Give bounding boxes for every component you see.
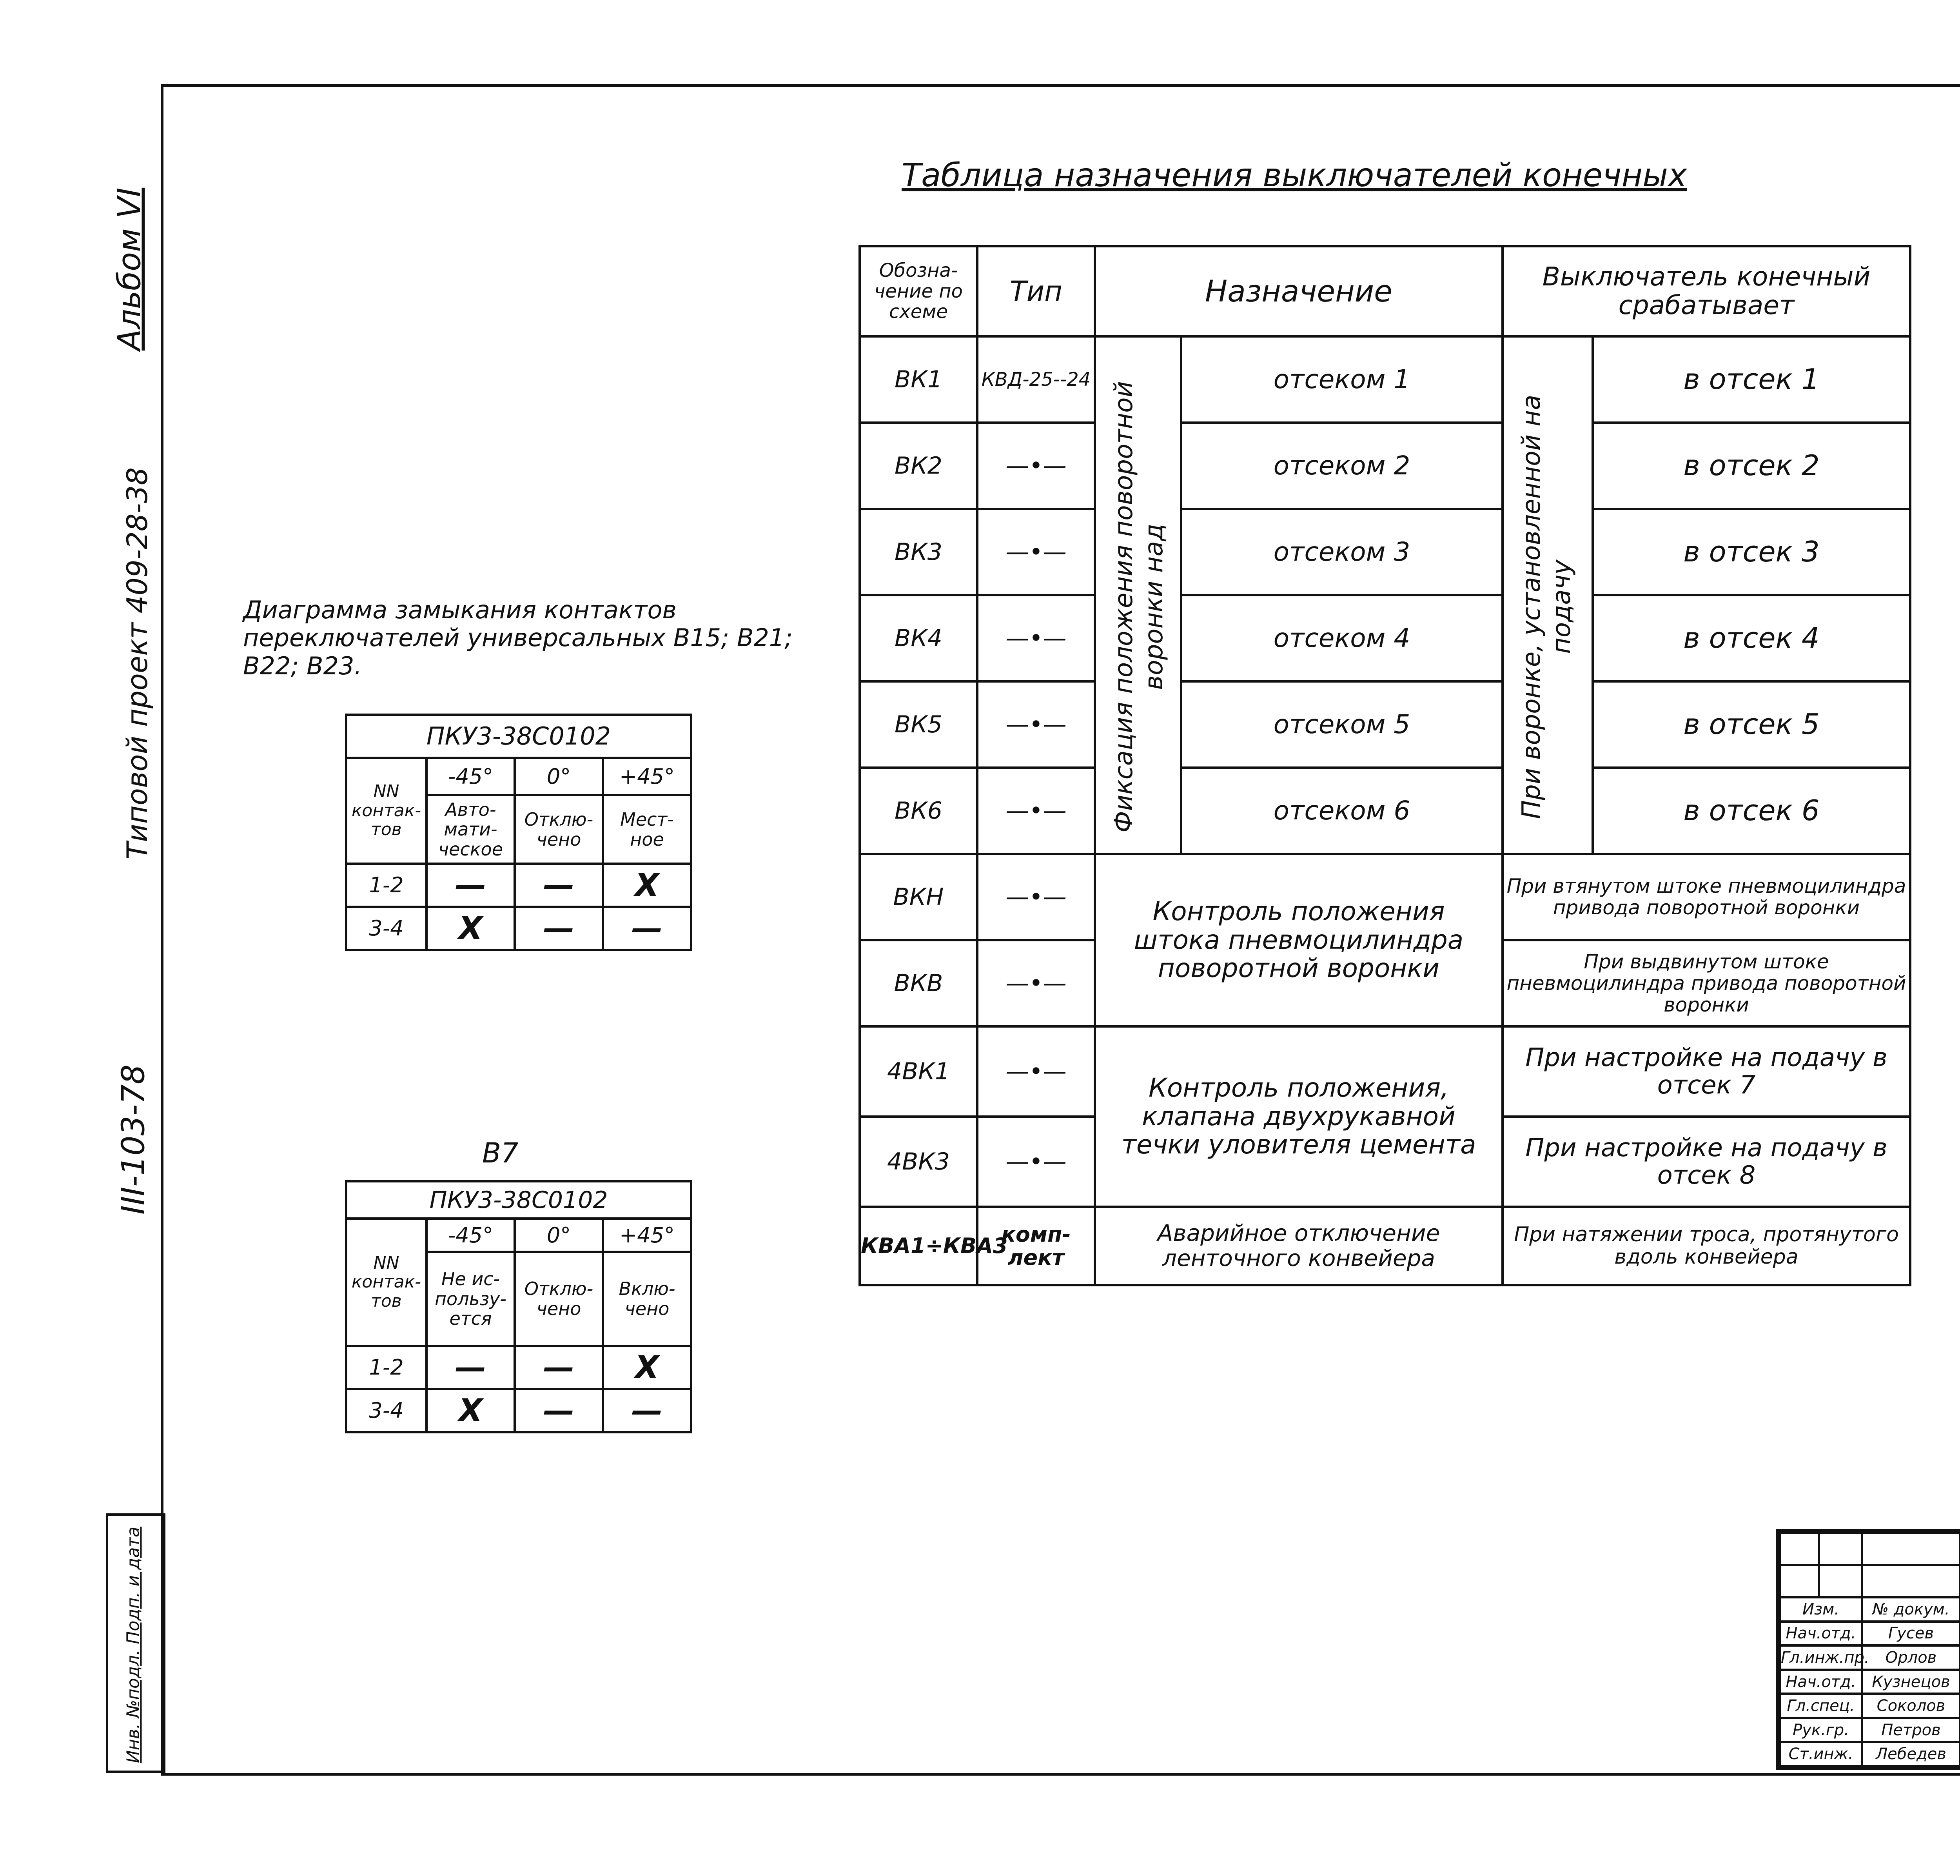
contact-state: —	[515, 1346, 603, 1389]
switch-table-2	[345, 1180, 692, 1433]
row-purpose: отсеком 2	[1181, 423, 1503, 509]
row-type: —•—	[977, 768, 1095, 854]
project-label: Типовой проект 409-28-38	[121, 467, 154, 860]
row-designation: ВК3	[860, 509, 977, 595]
purpose-group-cell	[1095, 336, 1181, 854]
contact-state: X	[426, 907, 515, 950]
row-trigger: При втянутом штоке пневмоцилиндра привода поворотной воронки	[1503, 854, 1910, 940]
table-row	[346, 907, 691, 950]
signature-grid	[1779, 1532, 1960, 1767]
mode-unused: Не ис-пользу-ется	[426, 1252, 515, 1346]
row-type: —•—	[977, 854, 1095, 940]
angle-plus45: +45°	[603, 758, 691, 795]
purpose-group-vertical: Фиксация положения поворотной воронки над	[1109, 381, 1169, 833]
contact-state: X	[603, 1346, 691, 1389]
name-label: Петров	[1862, 1718, 1960, 1742]
table-row	[860, 854, 1910, 940]
title-block	[1776, 1529, 1960, 1770]
row-trigger: При настройке на подачу в отсек 7	[1503, 1026, 1910, 1117]
row-type: —•—	[977, 1026, 1095, 1117]
row-type: —•—	[977, 681, 1095, 768]
role-label: Нач.отд.	[1780, 1670, 1862, 1694]
row-trigger: в отсек 1	[1593, 336, 1910, 423]
row-designation: ВК4	[860, 595, 977, 681]
row-purpose: отсеком 4	[1181, 595, 1503, 681]
contact-state: —	[515, 907, 603, 950]
name-label: Соколов	[1862, 1694, 1960, 1718]
mode-auto: Авто-мати-ческое	[426, 795, 515, 864]
row-trigger: в отсек 3	[1593, 509, 1910, 595]
table-row	[860, 768, 1910, 854]
role-label: Гл.спец.	[1780, 1694, 1862, 1718]
row-purpose: Аварийное отключение ленточного конвейера	[1095, 1207, 1503, 1285]
contact-state: —	[426, 864, 515, 907]
album-label: Альбом VI	[111, 187, 148, 351]
row-type: комп-лект	[977, 1207, 1095, 1285]
row-purpose: отсеком 5	[1181, 681, 1503, 768]
angle-minus45: -45°	[426, 1219, 515, 1252]
role-label: Нач.отд.	[1780, 1622, 1862, 1646]
row-type: —•—	[977, 423, 1095, 509]
contact-state: —	[515, 1389, 603, 1432]
name-label: Орлов	[1862, 1645, 1960, 1670]
row-trigger: в отсек 6	[1593, 768, 1910, 854]
mode-on: Вклю-чено	[603, 1252, 691, 1346]
table-row	[860, 509, 1910, 595]
row-type: КВД-25--24	[977, 336, 1095, 423]
row-type: —•—	[977, 509, 1095, 595]
contact-state: X	[603, 864, 691, 907]
contacts-label: NN контак-тов	[346, 1219, 426, 1346]
contact-pair: 1-2	[346, 864, 426, 907]
table-row	[346, 1346, 691, 1389]
contact-state: —	[515, 864, 603, 907]
row-designation: ВК1	[860, 336, 977, 423]
row-trigger: в отсек 2	[1593, 423, 1910, 509]
contacts-label: NN контак-тов	[346, 758, 426, 864]
row-trigger: в отсек 4	[1593, 595, 1910, 681]
table-row	[346, 864, 691, 907]
row-designation: 4ВК3	[860, 1117, 977, 1207]
header-trigger: Выключатель конечный срабатывает	[1503, 246, 1910, 336]
row-designation: ВКН	[860, 854, 977, 940]
contact-pair: 3-4	[346, 907, 426, 950]
name-label: Кузнецов	[1862, 1670, 1960, 1694]
row-type: —•—	[977, 595, 1095, 681]
mode-off: Отклю-чено	[515, 1252, 603, 1346]
table-row	[860, 681, 1910, 768]
angle-0: 0°	[515, 1219, 603, 1252]
limit-switch-table	[858, 245, 1911, 1286]
role-label: Гл.инж.пр.	[1780, 1645, 1862, 1670]
contact-state: X	[426, 1389, 515, 1432]
row-purpose: отсеком 3	[1181, 509, 1503, 595]
switch-table-1	[345, 714, 692, 951]
row-trigger: в отсек 5	[1593, 681, 1910, 768]
table-row	[860, 336, 1910, 423]
row-trigger: При натяжении троса, протянутого вдоль конвейера	[1503, 1207, 1910, 1285]
contact-pair: 1-2	[346, 1346, 426, 1389]
trigger-group-cell	[1503, 336, 1593, 854]
main-table-title: Таблица назначения выключателей конечных	[902, 157, 1687, 194]
code-label: III-103-78	[115, 1064, 152, 1215]
header-purpose: Назначение	[1095, 246, 1503, 336]
contact-state: —	[603, 907, 691, 950]
contact-pair: 3-4	[346, 1389, 426, 1432]
pneumo-purpose: Контроль положения штока пневмоцилиндра поворотной воронки	[1095, 854, 1503, 1026]
diagram-caption: Диаграмма замыкания контактов переключателей универсальных В15; В21; В22; В23.	[243, 596, 793, 680]
header-type: Тип	[977, 246, 1095, 336]
row-designation: ВК2	[860, 423, 977, 509]
row-designation: КВА1÷КВА3	[860, 1207, 977, 1285]
role-label: Ст.инж.	[1780, 1742, 1862, 1766]
contact-state: —	[603, 1389, 691, 1432]
mode-off: Отклю-чено	[515, 795, 603, 864]
row-type: —•—	[977, 1117, 1095, 1207]
angle-minus45: -45°	[426, 758, 515, 795]
switch-table-2-label: В7	[482, 1137, 519, 1169]
row-designation: ВК6	[860, 768, 977, 854]
name-label: Лебедев	[1862, 1742, 1960, 1766]
row-designation: ВК5	[860, 681, 977, 768]
row-type: —•—	[977, 940, 1095, 1026]
role-label: Рук.гр.	[1780, 1718, 1862, 1742]
table-row	[860, 1207, 1910, 1285]
valve-purpose: Контроль положения, клапана двухрукавной течки уловителя цемента	[1095, 1026, 1503, 1207]
mode-local: Мест-ное	[603, 795, 691, 864]
table-row	[346, 1389, 691, 1432]
row-trigger: При настройке на подачу в отсек 8	[1503, 1117, 1910, 1207]
role-label: Изм.	[1780, 1597, 1862, 1622]
switch-model: ПКУ3-38С0102	[346, 1181, 691, 1219]
switch-model: ПКУ3-38С0102	[346, 715, 691, 758]
header-designation: Обозна-чение по схеме	[860, 246, 977, 336]
row-designation: ВКВ	[860, 940, 977, 1026]
angle-plus45: +45°	[603, 1219, 691, 1252]
name-label: № докум.	[1862, 1597, 1960, 1622]
row-purpose: отсеком 6	[1181, 768, 1503, 854]
table-row	[860, 1026, 1910, 1117]
row-purpose: отсеком 1	[1181, 336, 1503, 423]
row-designation: 4ВК1	[860, 1026, 977, 1117]
angle-0: 0°	[515, 758, 603, 795]
table-row	[860, 423, 1910, 509]
inv-label: Инв. №подл. Подп. и дата	[123, 1526, 143, 1763]
contact-state: —	[426, 1346, 515, 1389]
trigger-group-vertical: При воронке, установленной на подачу	[1517, 394, 1576, 819]
table-row	[860, 595, 1910, 681]
name-label: Гусев	[1862, 1622, 1960, 1646]
row-trigger: При выдвинутом штоке пневмоцилиндра привода поворотной воронки	[1503, 940, 1910, 1026]
